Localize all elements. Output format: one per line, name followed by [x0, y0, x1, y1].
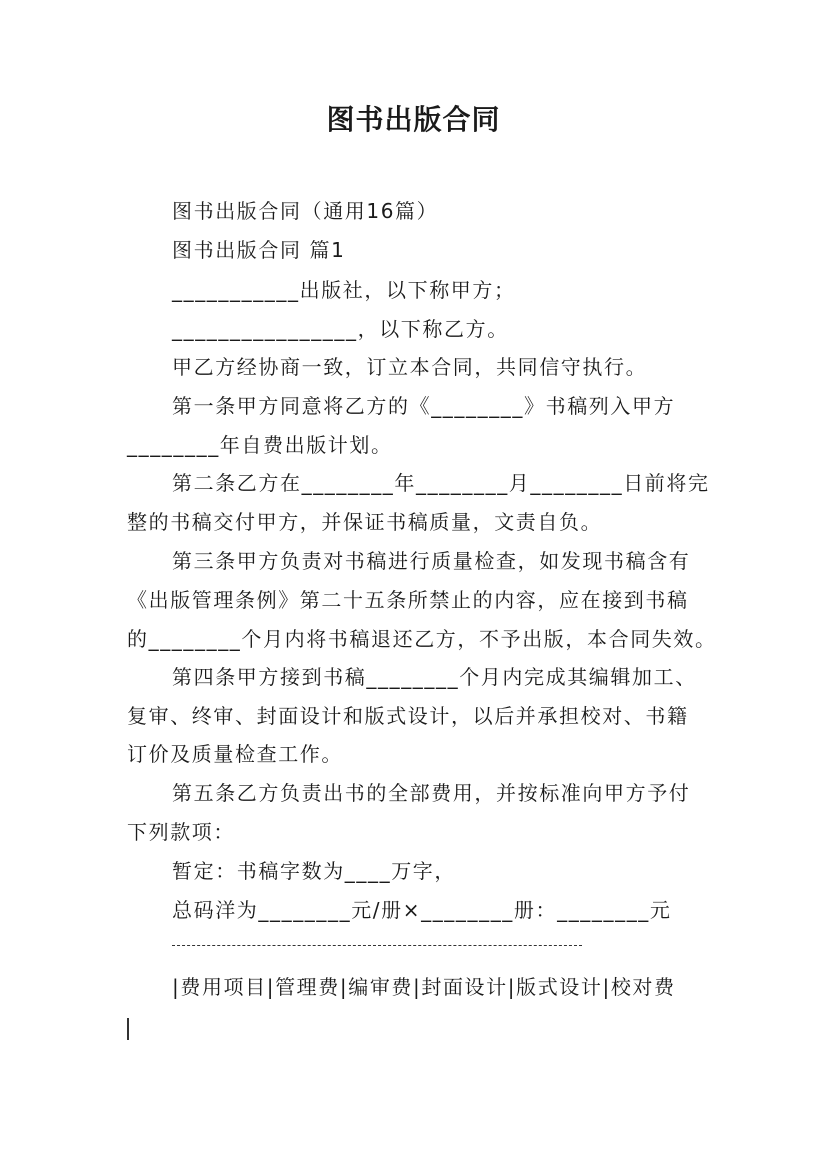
- fee-table-header-row: |费用项目|管理费|编审费|封面设计|版式设计|校对费: [172, 975, 676, 999]
- article-5-line-2: 下列款项：: [127, 820, 235, 844]
- article-3-line-2: 《出版管理条例》第二十五条所禁止的内容，应在接到书稿: [127, 588, 689, 612]
- subtitle-line: 图书出版合同（通用16篇）: [172, 199, 439, 223]
- article-2-line-2: 整的书稿交付甲方，并保证书稿质量，文责自负。: [127, 510, 603, 534]
- article-4-line-2: 复审、终审、封面设计和版式设计，以后并承担校对、书籍: [127, 704, 689, 728]
- word-count-line: 暂定：书稿字数为____万字，: [172, 859, 456, 883]
- article-3-line-3: 的________个月内将书稿退还乙方，不予出版，本合同失效。: [127, 627, 717, 651]
- article-3-line-1: 第三条甲方负责对书稿进行质量检查，如发现书稿含有: [172, 549, 691, 573]
- article-5-line-1: 第五条乙方负责出书的全部费用，并按标准向甲方予付: [172, 781, 691, 805]
- fee-table-left-border: [127, 1018, 129, 1040]
- total-price-line: 总码洋为________元/册×________册：________元: [172, 898, 672, 922]
- article-2-line-1: 第二条乙方在________年________月________日前将完: [172, 471, 710, 495]
- preamble-line: 甲乙方经协商一致，订立本合同，共同信守执行。: [172, 355, 648, 379]
- article-1-line-2: ________年自费出版计划。: [127, 433, 393, 457]
- article-4-line-3: 订价及质量检查工作。: [127, 742, 343, 766]
- table-top-rule: [172, 945, 582, 946]
- section-heading: 图书出版合同 篇1: [172, 238, 346, 262]
- article-4-line-1: 第四条甲方接到书稿________个月内完成其编辑加工、: [172, 665, 697, 689]
- document-title: 图书出版合同: [326, 103, 501, 136]
- party-b-line: ________________，以下称乙方。: [172, 317, 509, 341]
- party-a-line: ___________出版社，以下称甲方；: [172, 278, 516, 302]
- article-1-line-1: 第一条甲方同意将乙方的《________》书稿列入甲方: [172, 394, 676, 418]
